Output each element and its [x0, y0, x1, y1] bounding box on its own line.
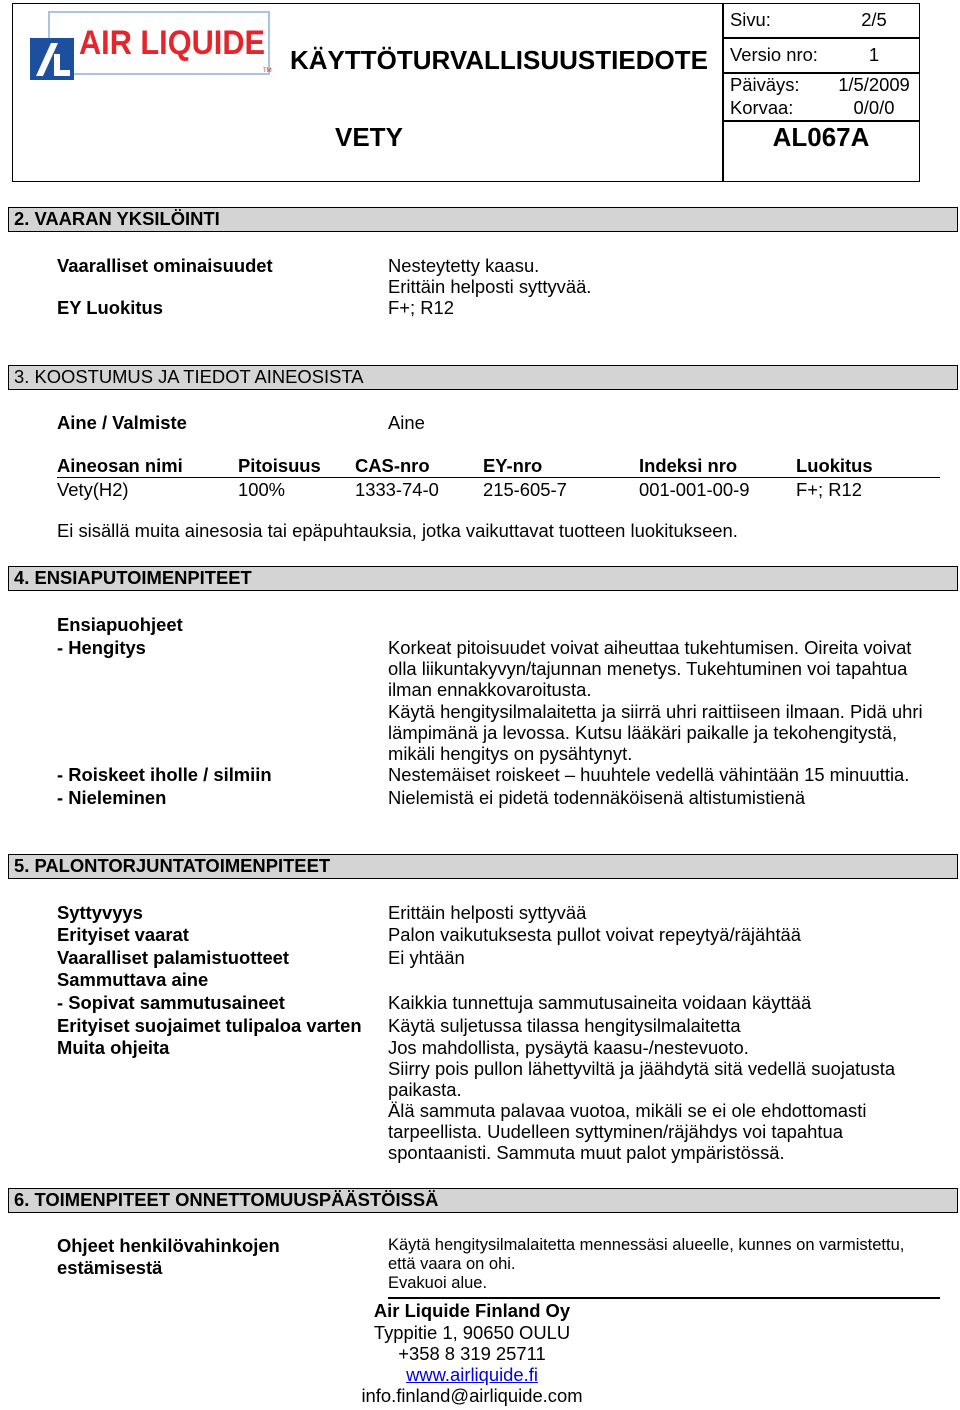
footer-phone: +358 8 319 25711	[398, 1343, 546, 1364]
fire-label: Muita ohjeita	[57, 1037, 170, 1058]
section-6-heading: 6. TOIMENPITEET ONNETTOMUUSPÄÄSTÖISSÄ	[14, 1189, 439, 1210]
hazard-value-line: Nesteytetty kaasu.	[388, 255, 540, 276]
section-3-heading-bar	[8, 365, 958, 390]
footer-email: info.finland@airliquide.com	[361, 1385, 583, 1406]
table-header-cell: Pitoisuus	[238, 455, 321, 476]
fire-text-line: Erittäin helposti syttyvää	[388, 902, 587, 923]
header-column-divider	[722, 3, 724, 182]
fire-label: Erityiset suojaimet tulipaloa varten	[57, 1015, 362, 1036]
footer-company-name: Air Liquide Finland Oy	[373, 1300, 571, 1321]
fire-label: - Sopivat sammutusaineet	[57, 992, 285, 1013]
fire-label: Sammuttava aine	[57, 969, 209, 990]
release-text-line: Evakuoi alue.	[388, 1274, 488, 1292]
release-label: Ohjeet henkilövahinkojen	[57, 1235, 280, 1256]
first-aid-text-line: lämpimänä ja levossa. Kutsu lääkäri paikalle ja tekohengitystä,	[388, 722, 898, 743]
first-aid-subheading: Ensiapuohjeet	[57, 614, 183, 635]
fire-text-line: Kaikkia tunnettuja sammutusaineita voidaan käyttää	[388, 992, 812, 1013]
air-liquide-logo	[27, 10, 272, 82]
table-cell: Vety(H2)	[57, 479, 129, 500]
fire-label: Syttyvyys	[57, 902, 143, 923]
table-header-cell: EY-nro	[483, 455, 543, 476]
first-aid-text-line: Käytä hengitysilmalaitetta ja siirrä uhri raittiiseen ilmaan. Pidä uhri	[388, 701, 923, 722]
meta-replaces-label: Korvaa:	[730, 97, 794, 118]
meta-date-value: 1/5/2009	[838, 74, 910, 95]
footer-address: Typpitie 1, 90650 OULU	[373, 1322, 571, 1343]
air-liquide-icon	[30, 38, 74, 80]
first-aid-text-line: mikäli hengitys on pysähtynyt.	[388, 743, 633, 764]
substance-type-value: Aine	[388, 412, 425, 433]
substance-type-label: Aine / Valmiste	[57, 412, 187, 433]
fire-text-line: tarpeellista. Uudelleen syttyminen/räjähdys voi tapahtua	[388, 1121, 843, 1142]
table-cell: 215-605-7	[483, 479, 567, 500]
section-5-heading-bar	[8, 854, 958, 879]
table-cell: 100%	[238, 479, 286, 500]
fire-text-line: Jos mahdollista, pysäytä kaasu-/nestevuoto.	[388, 1037, 749, 1058]
website-link[interactable]: www.airliquide.fi	[406, 1364, 538, 1385]
table-header-cell: Aineosan nimi	[57, 455, 183, 476]
product-name: VETY	[335, 122, 403, 152]
meta-page-label: Sivu:	[730, 9, 771, 30]
table-header-cell: Indeksi nro	[639, 455, 738, 476]
header-meta-divider	[722, 37, 920, 39]
first-aid-label-skin-eyes: - Roiskeet iholle / silmiin	[57, 764, 272, 785]
table-cell: 001-001-00-9	[639, 479, 750, 500]
fire-text-line: paikasta.	[388, 1079, 462, 1100]
table-cell: 1333-74-0	[355, 479, 439, 500]
fire-label: Erityiset vaarat	[57, 924, 189, 945]
logo-trademark: TM	[263, 68, 272, 74]
hazard-label: Vaaralliset ominaisuudet	[57, 255, 273, 276]
footer-divider	[388, 1297, 940, 1299]
section-6-heading-bar	[8, 1188, 958, 1213]
meta-version-label: Versio nro:	[730, 44, 818, 65]
section-5-heading: 5. PALONTORJUNTATOIMENPITEET	[14, 855, 331, 876]
first-aid-text-line: olla liikuntakyvyn/tajunnan menetys. Tukehtuminen voi tapahtua	[388, 658, 908, 679]
product-code: AL067A	[772, 122, 870, 152]
section-4-heading-bar	[8, 566, 958, 591]
hazard-value-line: Erittäin helposti syttyvää.	[388, 276, 592, 297]
table-header-cell: CAS-nro	[355, 455, 430, 476]
meta-page-value: 2/5	[861, 9, 887, 30]
first-aid-text-line: Nestemäiset roiskeet – huuhtele vedellä vähintään 15 minuuttia.	[388, 764, 910, 785]
first-aid-label-ingestion: - Nieleminen	[57, 787, 167, 808]
logo-wordmark: AIR LIQUIDE	[79, 24, 265, 62]
document-title: KÄYTTÖTURVALLISUUSTIEDOTE	[290, 45, 708, 75]
first-aid-label-inhalation: - Hengitys	[57, 637, 146, 658]
release-label: estämisestä	[57, 1257, 163, 1278]
composition-note: Ei sisällä muita ainesosia tai epäpuhtauksia, jotka vaikuttavat tuotteen luokitukseen.	[57, 520, 738, 541]
fire-text-line: spontaanisti. Sammuta muut palot ympäristössä.	[388, 1142, 785, 1163]
meta-replaces-value: 0/0/0	[853, 97, 895, 118]
meta-date-label: Päiväys:	[730, 74, 800, 95]
first-aid-text-line: Korkeat pitoisuudet voivat aiheuttaa tukehtumisen. Oireita voivat	[388, 637, 912, 658]
release-text-line: Käytä hengitysilmalaitetta mennessäsi alueelle, kunnes on varmistettu,	[388, 1236, 905, 1254]
section-3-heading: 3. KOOSTUMUS JA TIEDOT AINEOSISTA	[14, 366, 364, 387]
section-4-heading: 4. ENSIAPUTOIMENPITEET	[14, 567, 252, 588]
fire-text-line: Palon vaikutuksesta pullot voivat repeytyä/räjähtää	[388, 924, 802, 945]
table-header-cell: Luokitus	[796, 455, 873, 476]
fire-text-line: Käytä suljetussa tilassa hengitysilmalaitetta	[388, 1015, 741, 1036]
meta-version-value: 1	[868, 44, 880, 65]
hazard-label: EY Luokitus	[57, 297, 163, 318]
first-aid-text-line: ilman ennakkovaroitusta.	[388, 679, 592, 700]
hazard-value-line: F+; R12	[388, 297, 454, 318]
footer-website	[272, 1364, 672, 1385]
section-2-heading-bar	[8, 207, 958, 232]
section-2-heading: 2. VAARAN YKSILÖINTI	[14, 208, 220, 229]
fire-text-line: Ei yhtään	[388, 947, 465, 968]
table-header-divider	[57, 477, 940, 478]
table-cell: F+; R12	[796, 479, 862, 500]
release-text-line: että vaara on ohi.	[388, 1255, 516, 1273]
fire-text-line: Älä sammuta palavaa vuotoa, mikäli se ei ole ehdottomasti	[388, 1100, 867, 1121]
fire-label: Vaaralliset palamistuotteet	[57, 947, 290, 968]
first-aid-text-line: Nielemistä ei pidetä todennäköisenä altistumistienä	[388, 787, 806, 808]
fire-text-line: Siirry pois pullon lähettyviltä ja jäähdytä sitä vedellä suojatusta	[388, 1058, 896, 1079]
